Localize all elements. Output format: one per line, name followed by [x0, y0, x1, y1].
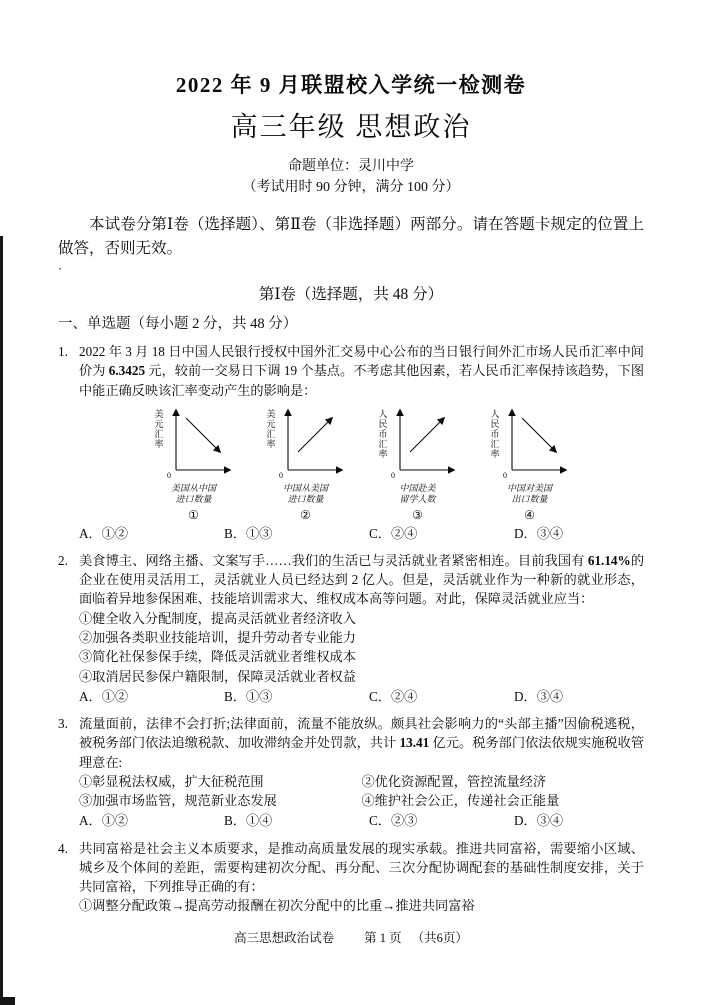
trend-line [410, 418, 444, 452]
footer-page-number: 第 1 页 [364, 931, 402, 945]
q1-chart-2 [266, 406, 346, 522]
exam-duration-score: （考试用时 90 分钟，满分 100 分） [242, 180, 460, 196]
q1-option-c: C．②④ [369, 525, 418, 541]
trend-line [522, 418, 556, 452]
q1-chart-4-xlabel: 中国对美国 出口数量 [506, 483, 552, 505]
q1-chart-1-plot [164, 406, 234, 482]
q1-chart-2-plot [276, 406, 346, 482]
q1-option-b: B．①③ [224, 525, 273, 541]
trend-line [298, 418, 332, 452]
q3-items [79, 772, 644, 811]
question-2-text: 美食博主、网络主播、文案写手……我们的生活已与灵活就业者紧密相连。目前我国有 61.14%的企业在使用灵活用工，灵活就业人员已经达到 2 亿人。但是，灵活就业作为一种新的就业形态，面临着异地参保困难、技能培训需求大、维权成本高等问题。对此，保障灵活就业应当： [79, 552, 645, 607]
q3-item-1: ①彰显税法权威，扩大征税范围 [79, 773, 264, 789]
stray-dot-mark: · [58, 260, 63, 276]
q2-options [79, 687, 644, 706]
q3-options [79, 811, 644, 830]
footer-doc-name: 高三思想政治试卷 [234, 931, 335, 945]
q1-chart-1-plot-row [154, 406, 234, 482]
q1-option-a: A．①② [79, 525, 129, 541]
question-2-number: 2. [58, 552, 68, 568]
q1-chart-2-plot-row [266, 406, 346, 482]
q4-item-1: ①调整分配政策→提高劳动报酬在初次分配中的比重→推进共同富裕 [79, 898, 475, 914]
q3-item-3: ③加强市场监管，规范新业态发展 [79, 793, 277, 809]
q1-options [79, 524, 644, 543]
q4-items [79, 896, 644, 915]
q2-item-2: ②加强各类职业技能培训，提升劳动者专业能力 [79, 630, 356, 646]
q1-chart-4-ylabel: 人民币汇率 [489, 409, 500, 459]
q2-option-b: B．①③ [224, 688, 273, 704]
scan-artifact-left-edge [0, 236, 3, 1005]
q2-option-c: C．②④ [369, 688, 418, 704]
question-4 [58, 839, 644, 916]
section-1-title: 第Ⅰ卷（选择题，共 48 分） [258, 286, 444, 304]
q1-chart-3-xlabel: 中国赴美 留学人数 [399, 483, 436, 505]
question-1-text: 2022 年 3 月 18 日中国人民银行授权中国外汇交易中心公布的当日银行间外汇市场人民币汇率中间价为 6.3425 元，较前一交易日下调 19 个基点。不考虑其他因素，若人民币汇率保持该趋势，下图中能正确反映该汇率变动产生的影响是： [79, 344, 645, 398]
question-4-text: 共同富裕是社会主义本质要求，是推动高质量发展的现实承载。推进共同富裕，需要缩小区域、城乡及个体间的差距，需要构建初次分配、再分配、三次分配协调配套的基础性制度安排，关于共同富裕，下列推导正确的有： [79, 840, 644, 895]
q1-chart-2-number: ② [300, 507, 311, 522]
q1-chart-3-ylabel: 人民币汇率 [377, 409, 388, 459]
question-3-number: 3. [58, 716, 68, 732]
question-4-number: 4. [58, 840, 68, 856]
question-2 [58, 551, 644, 706]
q2-items [79, 609, 644, 686]
q2-option-d: D．③④ [514, 688, 564, 704]
question-3 [58, 714, 644, 831]
q1-option-d: D．③④ [514, 525, 564, 541]
q1-charts-row [79, 406, 644, 522]
q3-item-2: ②优化资源配置，管控流量经济 [361, 773, 547, 789]
question-3-text: 流量面前，法律不会打折;法律面前，流量不能放纵。颇具社会影响力的“头部主播”因偷税逃税，被税务部门依法追缴税款、加收滞纳金并处罚款，共计 13.41 亿元。税务部门依法依规实施税收管理意在: [79, 716, 645, 770]
q1-chart-2-ylabel: 美元汇率 [265, 409, 276, 449]
q2-option-a: A．①② [79, 688, 129, 704]
q1-chart-1-number: ① [188, 507, 199, 522]
page-footer [0, 928, 702, 946]
q1-chart-1-ylabel: 美元汇率 [153, 409, 164, 449]
q1-chart-3-plot-row [378, 406, 458, 482]
part-1-title: 一、单选题（每小题 2 分，共 48 分） [58, 315, 298, 332]
q1-chart-3-plot [388, 406, 458, 482]
footer-page-total: （共6页） [411, 931, 468, 945]
q1-chart-1-xlabel: 美国从中国 进口数量 [170, 483, 216, 505]
q1-chart-4-plot [500, 406, 570, 482]
axis-origin-label: 0 [278, 471, 283, 480]
q2-item-1: ①健全收入分配制度，提高灵活就业者经济收入 [79, 610, 356, 626]
q1-chart-4-number: ④ [524, 507, 535, 522]
q3-option-a: A．①② [79, 813, 129, 829]
question-1 [58, 342, 644, 543]
exam-unit-line: 命题单位：灵川中学 [288, 159, 414, 175]
q1-chart-4-plot-row [490, 406, 570, 482]
q1-chart-3-number: ③ [412, 507, 423, 522]
exam-title: 2022 年 9 月联盟校入学统一检测卷 [175, 73, 527, 97]
q1-chart-1 [154, 406, 234, 522]
q3-option-c: C．②③ [369, 813, 418, 829]
q3-option-b: B．①④ [224, 813, 273, 829]
q3-item-4: ④维护社会公正，传递社会正能量 [361, 793, 560, 809]
q1-chart-3 [378, 406, 458, 522]
exam-instructions: 本试卷分第Ⅰ卷（选择题）、第Ⅱ卷（非选择题）两部分。请在答题卡规定的位置上做答，否则无效。 [58, 216, 644, 257]
axis-origin-label: 0 [390, 471, 395, 480]
q2-item-4: ④取消居民参保户籍限制，保障灵活就业者权益 [79, 668, 356, 684]
trend-line [186, 418, 220, 452]
q1-chart-4 [490, 406, 570, 522]
q3-option-d: D．③④ [514, 813, 564, 829]
axis-origin-label: 0 [166, 471, 171, 480]
page-content [58, 0, 644, 916]
scan-artifact-bottom-left [0, 997, 15, 1005]
question-1-number: 1. [58, 344, 68, 360]
q2-item-3: ③简化社保参保手续，降低灵活就业者维权成本 [79, 649, 356, 665]
axis-origin-label: 0 [502, 471, 507, 480]
exam-subtitle: 高三年级 思想政治 [230, 112, 472, 143]
q1-chart-2-xlabel: 中国从美国 进口数量 [282, 483, 328, 505]
